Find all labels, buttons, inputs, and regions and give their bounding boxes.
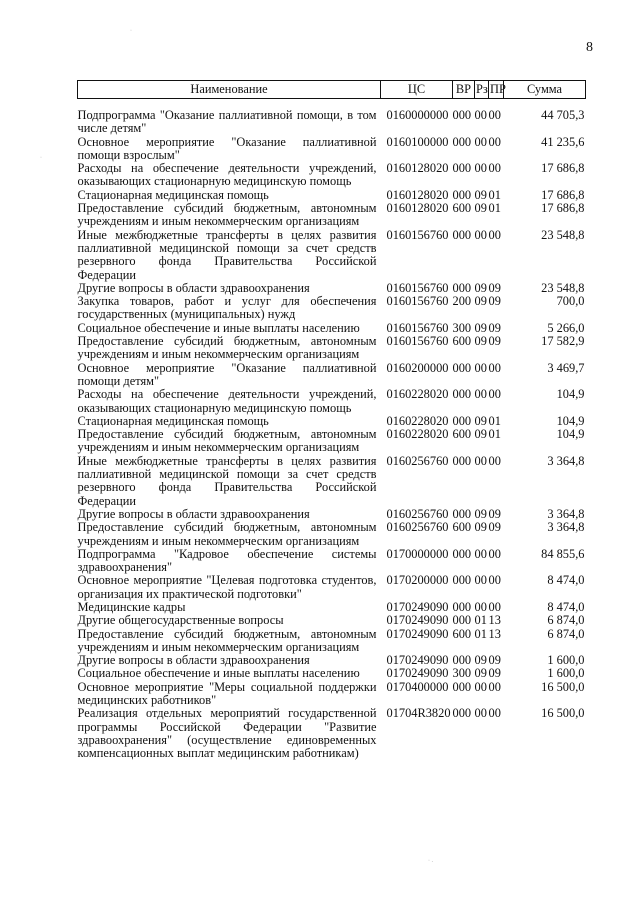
cell-rz: 09 (474, 280, 487, 295)
cell-rz: 09 (474, 294, 487, 309)
cell-rz: 09 (474, 413, 487, 428)
cell-vr: 300 (452, 320, 472, 335)
header-pr: ПР (489, 81, 504, 99)
cell-name: Стационарная медицинская помощь (77, 187, 269, 202)
cell-pr: 09 (488, 280, 501, 295)
table-row (78, 654, 586, 667)
table-row (78, 136, 586, 163)
cell-pr: 00 (488, 161, 501, 176)
cell-vr: 000 (452, 573, 472, 588)
cell-name: Предоставление субсидий бюджетным, автономным учреждениям и иным некоммерческим организациям (77, 334, 377, 362)
cell-name: Другие вопросы в области здравоохранения (77, 280, 310, 295)
cell-cs: 0160256760 (386, 520, 449, 535)
table-row (78, 162, 586, 189)
cell-sum: 1 600,0 (547, 666, 585, 681)
cell-name: Закупка товаров, работ и услуг для обеспечения государственных (муниципальных) нужд (77, 294, 377, 322)
cell-cs: 0160228020 (386, 387, 449, 402)
cell-cs: 0160228020 (386, 413, 449, 428)
cell-sum: 1 600,0 (547, 653, 585, 668)
cell-name: Предоставление субсидий бюджетным, автономным учреждениям и иным некоммерческим организациям (77, 201, 377, 229)
cell-rz: 01 (474, 613, 487, 628)
cell-vr: 000 (452, 161, 472, 176)
cell-sum: 6 874,0 (547, 613, 585, 628)
scan-speck: · . (428, 858, 433, 864)
cell-pr: 09 (488, 520, 501, 535)
cell-rz: 00 (474, 599, 487, 614)
cell-sum: 3 364,8 (547, 520, 585, 535)
cell-cs: 0170249090 (386, 613, 449, 628)
cell-sum: 700,0 (556, 294, 585, 309)
cell-name: Иные межбюджетные трансферты в целях развития паллиативной медицинской помощи за счет средств резервного фонда Правительства Российской Федерации (77, 453, 377, 508)
cell-vr: 000 (452, 613, 472, 628)
cell-cs: 0160128020 (386, 201, 449, 216)
cell-sum: 104,9 (556, 413, 585, 428)
cell-pr: 13 (488, 626, 501, 641)
cell-rz: 00 (474, 573, 487, 588)
table-row (78, 428, 586, 455)
cell-pr: 09 (488, 320, 501, 335)
cell-vr: 300 (452, 666, 472, 681)
cell-vr: 000 (452, 187, 472, 202)
cell-sum: 84 855,6 (541, 546, 585, 561)
cell-cs: 0170400000 (386, 679, 449, 694)
cell-vr: 000 (452, 280, 472, 295)
header-rz: Рз (475, 81, 489, 99)
table-row (78, 415, 586, 428)
cell-pr: 09 (488, 666, 501, 681)
cell-rz: 00 (474, 679, 487, 694)
table-row (78, 681, 586, 708)
table-row (78, 109, 586, 136)
cell-pr: 01 (488, 427, 501, 442)
cell-cs: 0160256760 (386, 453, 449, 468)
cell-rz: 01 (474, 626, 487, 641)
scan-speck: · (130, 28, 132, 34)
cell-rz: 09 (474, 334, 487, 349)
page-number: 8 (586, 40, 593, 55)
table-row (78, 667, 586, 680)
cell-sum: 6 874,0 (547, 626, 585, 641)
cell-vr: 000 (452, 387, 472, 402)
cell-sum: 44 705,3 (541, 108, 585, 122)
cell-rz: 09 (474, 187, 487, 202)
cell-pr: 01 (488, 187, 501, 202)
cell-cs: 0160156760 (386, 294, 449, 309)
cell-cs: 0160156760 (386, 227, 449, 242)
cell-pr: 00 (488, 453, 501, 468)
cell-name: Основное мероприятие "Оказание паллиативной помощи детям" (77, 360, 377, 388)
table-row (78, 521, 586, 548)
cell-vr: 600 (452, 427, 472, 442)
cell-pr: 00 (488, 679, 501, 694)
header-cs: ЦС (381, 81, 453, 99)
cell-vr: 200 (452, 294, 472, 309)
cell-cs: 0160200000 (386, 360, 449, 375)
cell-sum: 8 474,0 (547, 573, 585, 588)
cell-name: Другие вопросы в области здравоохранения (77, 653, 310, 668)
cell-cs: 0160228020 (386, 427, 449, 442)
cell-pr: 09 (488, 294, 501, 309)
cell-name: Иные межбюджетные трансферты в целях развития паллиативной медицинской помощи за счет средств резервного фонда Правительства Российской Федерации (77, 227, 377, 282)
cell-name: Предоставление субсидий бюджетным, автономным учреждениям и иным некоммерческим организациям (77, 626, 377, 654)
cell-name: Основное мероприятие "Меры социальной поддержки медицинских работников" (77, 679, 377, 708)
budget-table (77, 80, 586, 761)
cell-rz: 09 (474, 666, 487, 681)
cell-pr: 00 (488, 546, 501, 561)
cell-pr: 00 (488, 573, 501, 588)
cell-rz: 09 (474, 427, 487, 442)
cell-vr: 000 (452, 108, 472, 122)
cell-name: Социальное обеспечение и иные выплаты населению (77, 320, 360, 335)
cell-vr: 000 (452, 706, 472, 721)
cell-pr: 00 (488, 360, 501, 375)
cell-pr: 01 (488, 201, 501, 216)
table-row (78, 614, 586, 627)
table-row (78, 362, 586, 389)
cell-sum: 17 686,8 (541, 187, 585, 202)
table-row (78, 574, 586, 601)
cell-vr: 000 (452, 453, 472, 468)
header-vr: ВР (453, 81, 475, 99)
cell-pr: 09 (488, 506, 501, 521)
cell-pr: 00 (488, 706, 501, 721)
cell-cs: 01704R3820 (386, 706, 451, 721)
cell-pr: 09 (488, 334, 501, 349)
cell-cs: 0170200000 (386, 573, 449, 588)
cell-cs: 0160256760 (386, 506, 449, 521)
table-row (78, 202, 586, 229)
cell-sum: 104,9 (556, 427, 585, 442)
cell-cs: 0160156760 (386, 280, 449, 295)
cell-vr: 000 (452, 599, 472, 614)
cell-vr: 000 (452, 679, 472, 694)
cell-vr: 600 (452, 520, 472, 535)
cell-vr: 000 (452, 653, 472, 668)
cell-name: Другие вопросы в области здравоохранения (77, 506, 310, 521)
cell-name: Другие общегосударственные вопросы (77, 613, 284, 628)
cell-pr: 00 (488, 599, 501, 614)
cell-rz: 00 (474, 706, 487, 721)
cell-rz: 09 (474, 506, 487, 521)
cell-vr: 000 (452, 546, 472, 561)
cell-cs: 0170000000 (386, 546, 449, 561)
cell-sum: 3 469,7 (547, 360, 585, 375)
cell-sum: 23 548,8 (541, 227, 585, 242)
cell-cs: 0160000000 (386, 108, 449, 122)
cell-sum: 16 500,0 (541, 679, 585, 694)
cell-name: Социальное обеспечение и иные выплаты населению (77, 666, 360, 681)
cell-sum: 16 500,0 (541, 706, 585, 721)
cell-pr: 00 (488, 387, 501, 402)
cell-pr: 01 (488, 413, 501, 428)
cell-rz: 09 (474, 320, 487, 335)
cell-rz: 00 (474, 108, 487, 122)
cell-rz: 00 (474, 546, 487, 561)
cell-pr: 00 (488, 108, 501, 122)
header-name: Наименование (78, 81, 381, 99)
cell-rz: 00 (474, 161, 487, 176)
cell-sum: 5 266,0 (547, 320, 585, 335)
table-row (78, 388, 586, 415)
cell-sum: 17 686,8 (541, 161, 585, 176)
cell-sum: 17 582,9 (541, 334, 585, 349)
table-header (78, 81, 586, 99)
cell-cs: 0160156760 (386, 320, 449, 335)
cell-rz: 00 (474, 227, 487, 242)
table-row (78, 295, 586, 322)
cell-sum: 104,9 (556, 387, 585, 402)
cell-vr: 000 (452, 134, 472, 149)
cell-name: Основное мероприятие "Целевая подготовка студентов, организация их практической подготовки" (77, 573, 377, 601)
table-body (78, 99, 586, 761)
cell-rz: 09 (474, 520, 487, 535)
cell-vr: 600 (452, 334, 472, 349)
cell-vr: 000 (452, 227, 472, 242)
cell-sum: 3 364,8 (547, 506, 585, 521)
table-row (78, 548, 586, 575)
scan-speck: · (40, 155, 42, 161)
table-row (78, 508, 586, 521)
cell-cs: 0160128020 (386, 161, 449, 176)
cell-cs: 0160156760 (386, 334, 449, 349)
cell-pr: 00 (488, 227, 501, 242)
cell-vr: 600 (452, 201, 472, 216)
table-row (78, 628, 586, 655)
cell-rz: 00 (474, 360, 487, 375)
cell-vr: 000 (452, 506, 472, 521)
cell-sum: 41 235,6 (541, 134, 585, 149)
cell-name: Реализация отдельных мероприятий государственной программы Российской Федерации "Развитие здравоохранения" (осуществление единовременных компенсационных выплат медицинским работникам) (77, 706, 377, 761)
cell-vr: 000 (452, 360, 472, 375)
cell-pr: 09 (488, 653, 501, 668)
cell-name: Стационарная медицинская помощь (77, 413, 269, 428)
cell-name: Основное мероприятие "Оказание паллиативной помощи взрослым" (77, 134, 377, 162)
table-row (78, 282, 586, 295)
cell-pr: 13 (488, 613, 501, 628)
cell-cs: 0170249090 (386, 666, 449, 681)
table-row (78, 322, 586, 335)
cell-rz: 09 (474, 201, 487, 216)
header-sum: Сумма (504, 81, 586, 99)
cell-vr: 000 (452, 413, 472, 428)
cell-sum: 23 548,8 (541, 280, 585, 295)
cell-name: Предоставление субсидий бюджетным, автономным учреждениям и иным некоммерческим организациям (77, 520, 377, 548)
cell-cs: 0170249090 (386, 653, 449, 668)
table-row (78, 455, 586, 508)
cell-name: Расходы на обеспечение деятельности учреждений, оказывающих стационарную медицинскую помощь (77, 161, 377, 189)
table-row (78, 189, 586, 202)
cell-cs: 0170249090 (386, 626, 449, 641)
cell-pr: 00 (488, 134, 501, 149)
cell-rz: 00 (474, 453, 487, 468)
cell-rz: 00 (474, 134, 487, 149)
cell-sum: 8 474,0 (547, 599, 585, 614)
cell-rz: 00 (474, 387, 487, 402)
cell-rz: 09 (474, 653, 487, 668)
table-row (78, 707, 586, 760)
cell-vr: 600 (452, 626, 472, 641)
cell-name: Подпрограмма "Кадровое обеспечение системы здравоохранения" (77, 546, 377, 575)
table-row (78, 335, 586, 362)
cell-name: Предоставление субсидий бюджетным, автономным учреждениям и иным некоммерческим организациям (77, 427, 377, 455)
cell-cs: 0170249090 (386, 599, 449, 614)
cell-cs: 0160128020 (386, 187, 449, 202)
cell-name: Подпрограмма "Оказание паллиативной помощи, в том числе детям" (77, 108, 377, 136)
cell-sum: 17 686,8 (541, 201, 585, 216)
cell-name: Медицинские кадры (77, 599, 186, 614)
table-row (78, 229, 586, 282)
cell-name: Расходы на обеспечение деятельности учреждений, оказывающих стационарную медицинскую помощь (77, 387, 377, 415)
cell-cs: 0160100000 (386, 134, 449, 149)
table-row (78, 601, 586, 614)
cell-sum: 3 364,8 (547, 453, 585, 468)
